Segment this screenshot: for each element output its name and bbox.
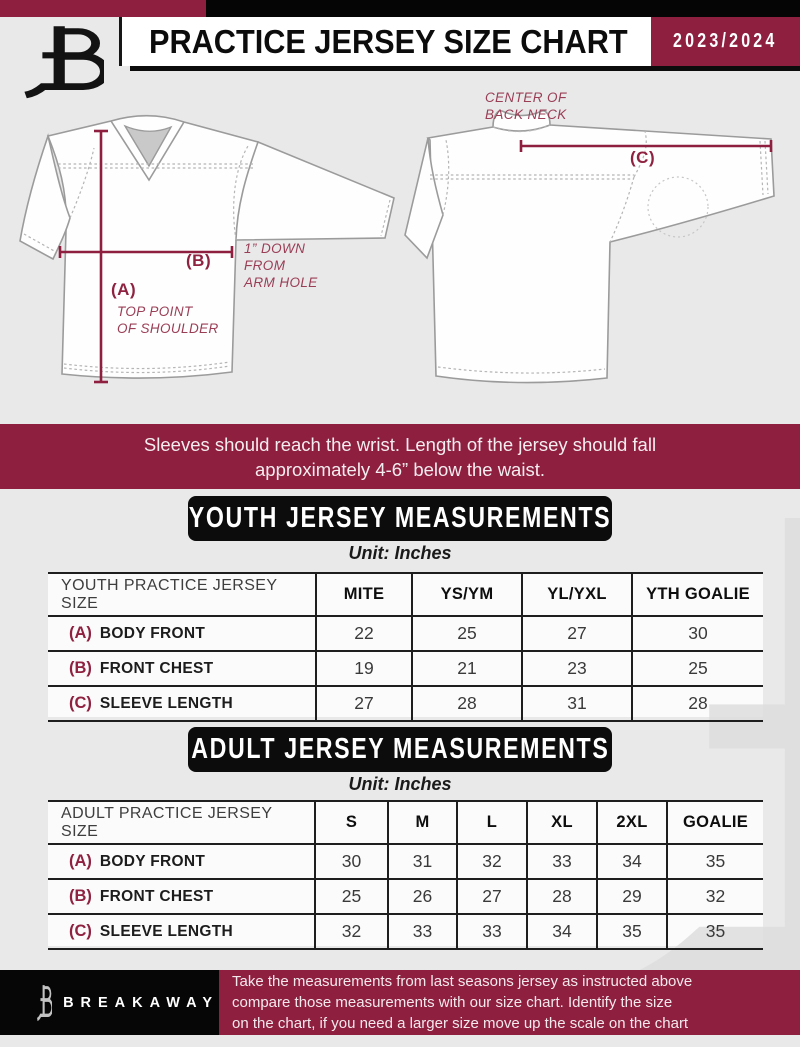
row-marker: (B) <box>69 887 92 905</box>
adult-unit-label: Unit: Inches <box>348 774 452 794</box>
col-goalie: GOALIE <box>667 801 763 844</box>
adult-size-header: ADULT PRACTICE JERSEY SIZE <box>48 801 315 844</box>
table-row: (C) SLEEVE LENGTH 27 28 31 28 <box>48 686 763 721</box>
col-xl: XL <box>527 801 597 844</box>
footer-instructions-panel <box>219 970 800 1035</box>
row-label: SLEEVE LENGTH <box>99 923 233 940</box>
youth-size-header: YOUTH PRACTICE JERSEY SIZE <box>48 573 316 616</box>
breakaway-logo-icon <box>37 984 52 1022</box>
row-marker: (A) <box>69 624 92 642</box>
row-label: FRONT CHEST <box>99 660 214 677</box>
youth-unit-label: Unit: Inches <box>348 543 452 563</box>
col-m: M <box>388 801 457 844</box>
col-s: S <box>315 801 388 844</box>
col-mite: MITE <box>316 573 412 616</box>
footer-brand-panel <box>0 970 219 1035</box>
adult-section-heading: ADULT JERSEY MEASUREMENTS <box>188 727 612 772</box>
youth-section-heading: YOUTH JERSEY MEASUREMENTS <box>188 496 612 541</box>
caption-center-back-neck: CENTER OF BACK NECK <box>485 90 567 122</box>
caption-arm-hole: 1” DOWN FROM ARM HOLE <box>244 241 318 290</box>
title-band <box>119 17 654 66</box>
col-2xl: 2XL <box>597 801 667 844</box>
row-label: BODY FRONT <box>99 853 206 870</box>
back-jersey-diagram <box>398 95 792 395</box>
row-marker: (B) <box>69 659 92 677</box>
col-yl-yxl: YL/YXL <box>522 573 632 616</box>
breakaway-logo-icon <box>24 24 104 100</box>
header-shadow-line <box>130 66 800 71</box>
row-marker: (C) <box>69 922 92 940</box>
footer-brand-name: BREAKAWAY <box>63 994 219 1011</box>
adult-table-header-row <box>48 801 763 844</box>
row-label: FRONT CHEST <box>99 888 214 905</box>
row-label: BODY FRONT <box>99 625 206 642</box>
row-marker: (C) <box>69 694 92 712</box>
table-row: (A) BODY FRONT 22 25 27 30 <box>48 616 763 651</box>
youth-table-header-row <box>48 573 763 616</box>
footer-note-line: Take the measurements from last seasons jersey as instructed above <box>232 973 693 990</box>
adult-size-table <box>48 800 763 950</box>
caption-top-of-shoulder: TOP POINT OF SHOULDER <box>117 304 219 336</box>
table-row: (C) SLEEVE LENGTH 32 33 33 34 35 35 <box>48 914 763 949</box>
row-label: SLEEVE LENGTH <box>99 695 233 712</box>
marker-a: (A) <box>111 280 137 299</box>
top-black-strip <box>206 0 800 17</box>
marker-b: (B) <box>186 251 212 270</box>
footer-note-line: compare those measurements with our size chart. Identify the size <box>232 994 673 1011</box>
table-row: (A) BODY FRONT 30 31 32 33 34 35 <box>48 844 763 879</box>
col-l: L <box>457 801 527 844</box>
table-row: (B) FRONT CHEST 19 21 23 25 <box>48 651 763 686</box>
page-title: PRACTICE JERSEY SIZE CHART <box>148 22 628 60</box>
marker-c: (C) <box>630 148 656 167</box>
footer-note-line: on the chart, if you need a larger size move up the scale on the chart <box>232 1015 689 1032</box>
youth-size-table <box>48 572 763 722</box>
top-maroon-strip <box>0 0 206 17</box>
fit-notice-banner: Sleeves should reach the wrist. Length of the jersey should fall approximately 4-6” below the waist. <box>0 424 800 489</box>
col-yth-goalie: YTH GOALIE <box>632 573 763 616</box>
col-ys-ym: YS/YM <box>412 573 522 616</box>
season-badge <box>651 17 800 66</box>
row-marker: (A) <box>69 852 92 870</box>
season-label: 2023/2024 <box>673 30 778 52</box>
table-row: (B) FRONT CHEST 25 26 27 28 29 32 <box>48 879 763 914</box>
